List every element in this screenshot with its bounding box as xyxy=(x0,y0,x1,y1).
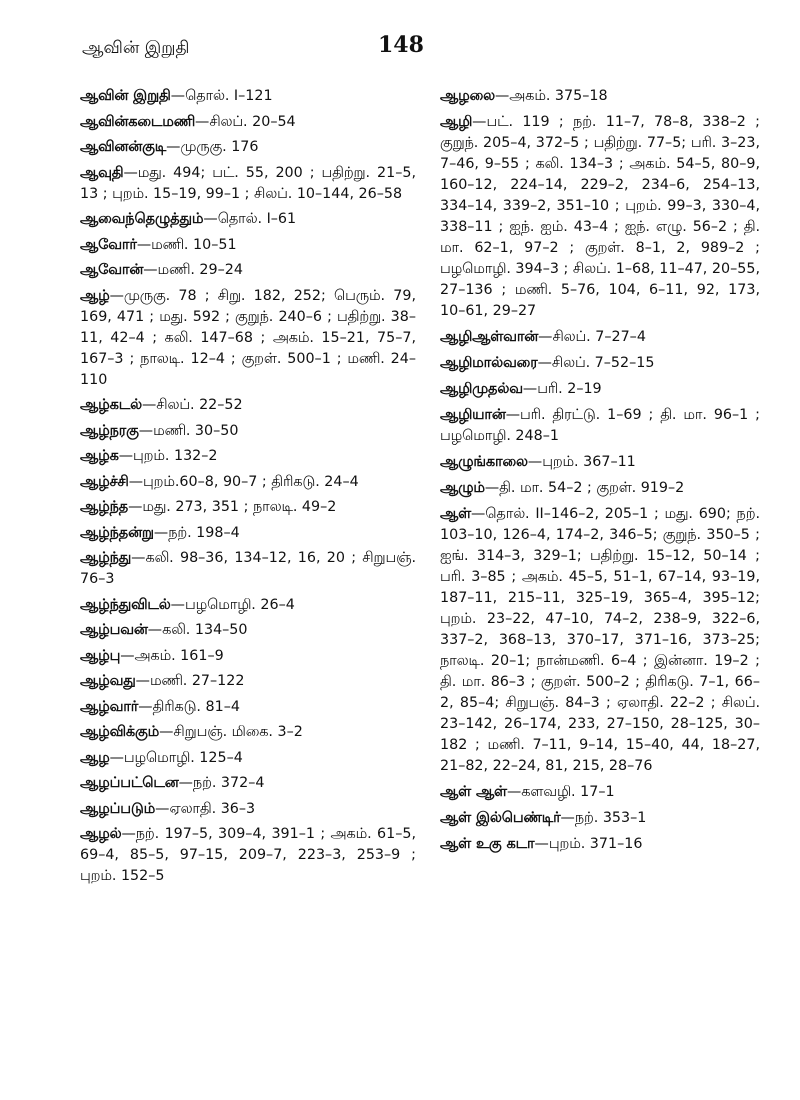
index-entry xyxy=(440,379,760,400)
entry-references: —மணி. 10–51 xyxy=(136,236,237,253)
entry-references: —தொல். I–121 xyxy=(170,88,273,104)
entry-headword: ஆழியான் xyxy=(440,407,506,423)
entry-references: —களவழி. 17–1 xyxy=(506,784,615,800)
entry-references: —புறம். 132–2 xyxy=(118,448,218,464)
entry-headword: ஆவினன்குடி xyxy=(80,139,167,155)
index-entry xyxy=(440,112,760,322)
index-entry xyxy=(80,235,416,256)
running-head: ஆவின் இறுதி xyxy=(82,38,190,58)
entry-references: —மணி. 29–24 xyxy=(143,262,243,278)
entry-references: —முருகு. 78 ; சிறு. 182, 252; பெரும். 79, 169, 471 ; மது. 592 ; குறுந். 240–6 ; பதிற்று. 38–11, 42–4 ; கலி. 147–68 ; அகம். 15–21, 75–7, 167–3 ; நாலடி. 12–4 ; குறள். 500–1 ; மணி. 24–110 xyxy=(80,287,416,388)
entry-headword: ஆவைந்தெழுத்தும் xyxy=(80,211,204,227)
entry-headword: ஆள் ஆள் xyxy=(440,784,507,800)
entry-headword: ஆழ்ந்து xyxy=(80,550,132,566)
index-entry xyxy=(80,137,416,158)
entry-references: —திரிகடு. 81–4 xyxy=(138,698,240,715)
entry-headword: ஆழ்கடல் xyxy=(80,397,142,413)
entry-headword: ஆள் xyxy=(440,506,471,522)
entry-references: —சிலப். 7–52–15 xyxy=(537,355,655,371)
index-entry xyxy=(80,112,416,133)
index-entry xyxy=(80,722,416,743)
entry-headword: ஆழல் xyxy=(80,826,122,842)
entry-references: —தி. மா. 54–2 ; குறள். 919–2 xyxy=(484,480,685,496)
index-entry xyxy=(80,163,416,205)
entry-headword: ஆள் உகு கடா xyxy=(440,836,535,852)
index-entry xyxy=(80,671,416,692)
entry-references: —நற். 197–5, 309–4, 391–1 ; அகம். 61–5, 69–4, 85–5, 97–15, 209–7, 223–3, 253–9 ; புறம். 152–5 xyxy=(80,826,416,884)
entry-headword: ஆழிஆள்வான் xyxy=(440,329,539,345)
entry-headword: ஆவின் இறுதி xyxy=(80,88,171,104)
entry-references: —சிறுபஞ். மிகை. 3–2 xyxy=(159,724,303,740)
index-entry xyxy=(80,209,416,230)
index-entry xyxy=(80,497,416,518)
index-entry xyxy=(80,697,416,718)
index-entry xyxy=(80,773,416,794)
entry-headword: ஆவோன் xyxy=(80,262,144,278)
index-entry xyxy=(80,421,416,442)
entry-headword: ஆழ xyxy=(80,749,110,766)
entry-headword: ஆழ்ந்த xyxy=(80,499,129,515)
entry-headword: ஆவின்கடைமணி xyxy=(80,113,196,130)
entry-headword: ஆழ்ச்சி xyxy=(80,473,129,490)
entry-references: —பரி. திரட்டு. 1–69 ; தி. மா. 96–1 ; பழமொழி. 248–1 xyxy=(440,407,760,444)
entry-headword: ஆழ்நரகு xyxy=(80,422,139,439)
entry-headword: ஆழிமால்வரை xyxy=(440,355,538,371)
entry-headword: ஆழ்ந்தன்று xyxy=(80,524,154,541)
entry-headword: ஆழி xyxy=(440,114,473,130)
entry-references: —அகம். 161–9 xyxy=(120,647,224,664)
entry-references: —பட். 119 ; நற். 11–7, 78–8, 338–2 ; குறுந். 205–4, 372–5 ; பதிற்று. 77–5; பரி. 3–23, 7–46, 9–55 ; கலி. 134–3 ; அகம். 54–5, 80–9, 160–12, 224–14, 229–2, 234–6, 254–13, 334–14, 339–2, 351–10 ; புறம். 99–3, 330–4, 338–11 ; ஐந். ஐம். 43–4 ; ஐந். எழு. 56–2 ; தி. மா. 62–1, 97–2 ; குறள். 8–1, 2, 989–2 ; பழமொழி. 394–3 ; சிலப். 1–68, 11–47, 20–55, 27–136 ; மணி. 5–76, 104, 6–11, 92, 173, 10–61, 29–27 xyxy=(440,114,760,319)
index-entry xyxy=(80,446,416,467)
entry-headword: ஆழப்படும் xyxy=(80,800,156,817)
entry-headword: ஆவோர் xyxy=(80,236,137,253)
index-entry xyxy=(80,472,416,493)
index-entry xyxy=(440,405,760,447)
index-entry xyxy=(80,799,416,820)
entry-headword: ஆழப்பட்டென xyxy=(80,775,179,791)
entry-headword: ஆழ்ந்துவிடல் xyxy=(80,596,171,613)
entry-headword: ஆழ்பவன் xyxy=(80,622,148,638)
entry-references: —மது. 494; பட். 55, 200 ; பதிற்று. 21–5, 13 ; புறம். 15–19, 99–1 ; சிலப். 10–144, 26–58 xyxy=(80,164,416,202)
entry-references: —நற். 353–1 xyxy=(560,810,647,826)
left-column xyxy=(80,86,416,892)
entry-references: —பழமொழி. 125–4 xyxy=(109,749,243,766)
index-entry xyxy=(440,478,760,499)
index-entry xyxy=(80,646,416,667)
index-entry xyxy=(80,395,416,416)
index-entry xyxy=(440,353,760,374)
entry-references: —மணி. 27–122 xyxy=(135,673,245,689)
index-entry xyxy=(440,782,760,803)
index-entry xyxy=(440,86,760,107)
entry-headword: ஆழ்வார் xyxy=(80,698,139,715)
entry-headword: ஆழ் xyxy=(80,287,110,304)
entry-references: —நற். 198–4 xyxy=(153,524,240,541)
entry-headword: ஆழுங்காலை xyxy=(440,454,528,470)
entry-references: —அகம். 375–18 xyxy=(494,88,608,104)
entry-headword: ஆழ்வது xyxy=(80,673,136,689)
index-entry xyxy=(440,834,760,855)
entry-headword: ஆழ்விக்கும் xyxy=(80,724,160,740)
entry-references: —புறம்.60–8, 90–7 ; திரிகடு. 24–4 xyxy=(128,473,359,490)
entry-references: —பழமொழி. 26–4 xyxy=(170,596,295,613)
index-entry xyxy=(80,86,416,107)
entry-headword: ஆள் இல்பெண்டிர் xyxy=(440,810,561,826)
index-entry xyxy=(80,595,416,616)
entry-references: —கலி. 98–36, 134–12, 16, 20 ; சிறுபஞ். 76–3 xyxy=(80,550,416,587)
entry-references: —புறம். 367–11 xyxy=(527,454,636,470)
entry-headword: ஆழ்க xyxy=(80,448,119,464)
entry-references: —கலி. 134–50 xyxy=(147,622,248,638)
index-entry xyxy=(80,620,416,641)
entry-references: —முருகு. 176 xyxy=(166,139,259,155)
index-entry xyxy=(440,808,760,829)
index-entry xyxy=(80,748,416,769)
index-entry xyxy=(440,327,760,348)
index-entry xyxy=(80,286,416,391)
right-column xyxy=(440,86,760,860)
index-entry xyxy=(80,824,416,887)
entry-references: —மணி. 30–50 xyxy=(138,422,239,439)
entry-references: —ஏலாதி. 36–3 xyxy=(155,800,256,817)
entry-headword: ஆழலை xyxy=(440,88,495,104)
entry-headword: ஆவுதி xyxy=(80,164,124,181)
index-entry xyxy=(440,452,760,473)
entry-headword: ஆழ்பு xyxy=(80,647,121,664)
index-entry xyxy=(440,504,760,777)
entry-references: —புறம். 371–16 xyxy=(534,836,643,852)
entry-references: —பரி. 2–19 xyxy=(522,381,602,397)
entry-references: —தொல். II–146–2, 205–1 ; மது. 690; நற். 103–10, 126–4, 174–2, 346–5; குறுந். 350–5 ; ஐங். 314–3, 329–1; பதிற்று. 15–12, 50–14 ; பரி. 3–85 ; அகம். 45–5, 51–1, 67–14, 93–19, 187–11, 215–11, 325–19, 365–4, 395–12; புறம். 23–22, 47–10, 74–2, 238–9, 322–6, 337–2, 368–13, 370–17, 371–16, 373–25; நாலடி. 20–1; நான்மணி. 6–4 ; இன்னா. 19–2 ; தி. மா. 86–3 ; குறள். 500–2 ; திரிகடு. 7–1, 66–2, 85–4; சிறுபஞ். 84–3 ; ஏலாதி. 22–2 ; சிலப். 23–142, 26–174, 233, 27–150, 28–125, 30–182 ; மணி. 7–11, 9–14, 15–40, 44, 18–27, 21–82, 22–24, 81, 215, 28–76 xyxy=(440,506,760,774)
entry-headword: ஆழும் xyxy=(440,480,485,496)
entry-references: —சிலப். 22–52 xyxy=(141,397,243,413)
entry-references: —நற். 372–4 xyxy=(178,775,265,791)
index-entry xyxy=(80,523,416,544)
entry-references: —தொல். I–61 xyxy=(203,211,297,227)
entry-headword: ஆழிமுதல்வ xyxy=(440,381,523,397)
index-entry xyxy=(80,260,416,281)
entry-references: —சிலப். 20–54 xyxy=(195,113,296,130)
entry-references: —சிலப். 7–27–4 xyxy=(538,329,646,345)
index-entry xyxy=(80,548,416,590)
entry-references: —மது. 273, 351 ; நாலடி. 49–2 xyxy=(128,499,337,515)
page-number: 148 xyxy=(378,32,424,58)
